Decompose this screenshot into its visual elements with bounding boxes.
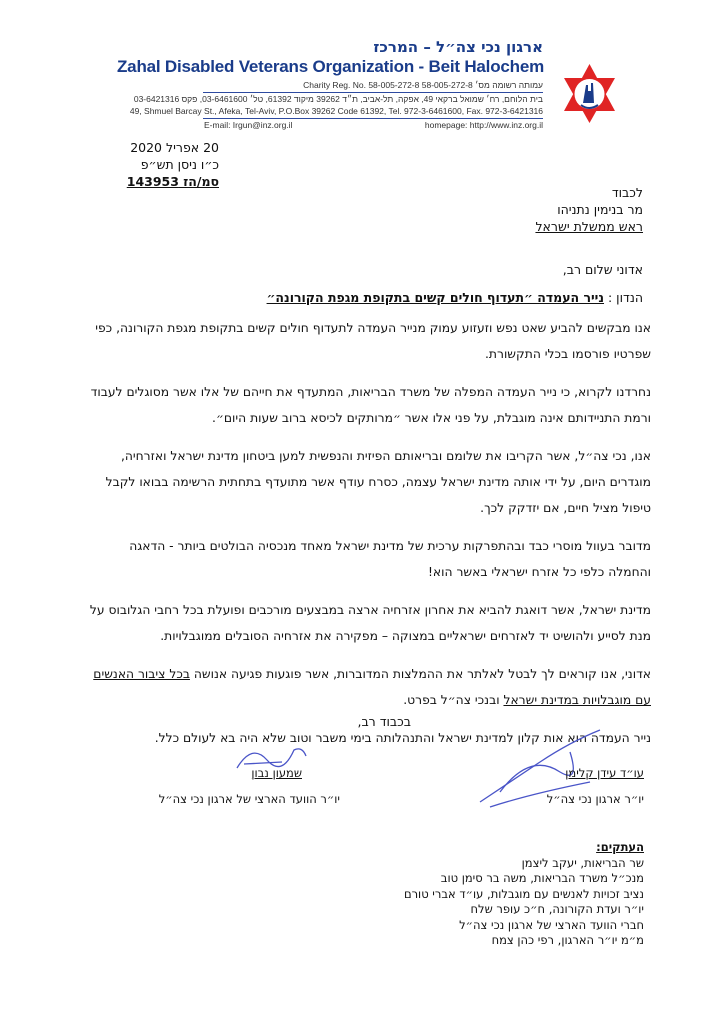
email: E-mail: Irgun@inz.org.il <box>204 120 293 130</box>
signatory-role: יו״ר הוועד הארצי של ארגון נכי צה״ל <box>158 792 340 806</box>
divider <box>203 118 543 119</box>
paragraph <box>84 661 651 713</box>
date-block <box>84 139 219 190</box>
closing: בכבוד רב, <box>357 714 411 729</box>
recipient-to: לכבוד <box>611 185 643 200</box>
signatory-name: שמעון נבון <box>251 766 302 780</box>
address-hebrew: בית הלוחם, רח׳ שמואל ברקאי 49, אפקה, תל-אביב, ת״ד 39262 מיקוד 61392, טל׳ 03-6461600, פקס 03-6421316 <box>133 94 543 104</box>
paragraph-underlined: בכל ציבור האנשים עם מוגבלויות במדינת ישראל <box>93 667 651 707</box>
cc-item: יו״ר ועדת הקורונה, ח״כ עופר שלח <box>470 902 644 916</box>
divider <box>203 92 543 93</box>
cc-item: מ״מ יו״ר הארגון, רפי כהן צמח <box>491 933 644 947</box>
cc-item: מנכ״ל משרד הבריאות, משה בר סימן טוב <box>440 871 644 885</box>
signatory-name: עו״ד עידן קלימן <box>565 766 644 780</box>
idf-disabled-veterans-logo <box>557 61 622 126</box>
letter-body <box>84 315 651 751</box>
salutation: אדוני שלום רב, <box>562 262 643 277</box>
org-name-english: Zahal Disabled Veterans Organization - Beit Halochem <box>117 57 544 76</box>
letterhead <box>0 0 724 135</box>
cc-block <box>344 840 644 949</box>
subject-label: הנדון : <box>608 290 643 305</box>
paragraph: נייר העמדה הוא אות קלון למדינת ישראל והתנהלותה בימי משבר וטוב שלא היה בא לעולם כלל. <box>154 731 651 745</box>
signatory-role: יו״ר ארגון נכי צה״ל <box>546 792 644 806</box>
signature-block-right <box>444 760 644 812</box>
date: 20 אפריל 2020 <box>130 140 219 155</box>
paragraph: מדובר בעוול מוסרי כבד ובהתפרקות ערכית של מדינת ישראל מאחד מנכסיה הבולטים ביותר - הדאגה והחמלה כלפי כל אזרח ישראלי באשר הוא! <box>129 539 651 579</box>
cc-item: נציב זכויות לאנשים עם מוגבלות, עו״ד אברי טורם <box>403 886 644 901</box>
paragraph-text: ובנכי צה״ל בפרט. <box>403 693 504 707</box>
signature-block-left <box>140 760 340 812</box>
homepage: homepage: http://www.inz.org.il <box>424 120 543 130</box>
paragraph: אנו מבקשים להביע שאט נפש וזעזוע עמוק מנייר העמדה לתעדוף חולים קשים בתקופת מגפת הקורונה, כפי שפרטיו פורסמו בכלי התקשורת. <box>95 321 651 361</box>
reference-number: סמ/הז 143953 <box>126 174 219 189</box>
subject-text: נייר העמדה ״תעדוף חולים קשים בתקופת מגפת הקורונה״ <box>266 290 605 305</box>
hebrew-date: כ״ו ניסן תש״פ <box>140 157 219 172</box>
subject-line <box>83 290 643 305</box>
org-name-hebrew: ארגון נכי צה״ל – המרכז <box>373 38 543 56</box>
recipient-name: מר בנימין נתניהו <box>557 202 643 217</box>
recipient-title: ראש ממשלת ישראל <box>535 219 643 234</box>
cc-item: חברי הוועד הארצי של ארגון נכי צה״ל <box>459 917 644 932</box>
paragraph-text: אדוני, אנו קוראים לך לבטל לאלתר את ההמלצות המדוברות, אשר פוגעות פגיעה אנושה <box>189 667 651 681</box>
paragraph: נחרדנו לקרוא, כי נייר העמדה המפלה של משרד הבריאות, המתעדף את חייהם של אלו אשר מסוגלים לעבוד ורמת התניידותם אינה מוגבלת, על פני אלו אשר ״מרותקים לכיסא ברוב שעות היום״. <box>90 385 651 425</box>
paragraph: מדינת ישראל, אשר דואגת להביא את אחרון אזרחיה ארצה במבצעים מורכבים ופועלת בכל רחבי הגלובוס על מנת לסייע ולהושיט יד לאזרחים ישראליים במצוקה – מפקירה את אזרחיה הסובלים ממוגבלויות. <box>89 603 651 643</box>
cc-label: העתקים: <box>596 840 644 854</box>
paragraph: אנו, נכי צה״ל, אשר הקריבו את שלומם ובריאותם הפיזית והנפשית למען ביטחון מדינת ישראל ואזרחיה, מוגדרים היום, על ידי אותה מדינת ישראל עצמה, כסרח עודף אשר מתועדף בתחתית הרשימה בבואו לקבל טיפול מציל חיים, אם יזדקק לכך. <box>105 449 651 515</box>
cc-item: שר הבריאות, יעקב ליצמן <box>521 855 644 870</box>
recipient-block <box>343 184 643 235</box>
charity-reg: Charity Reg. No. 58-005-272-8 עמותה רשומה מס׳ 58-005-272-8 <box>303 80 543 90</box>
address-english: 49, Shmuel Barcay St., Afeka, Tel-Aviv, P.O.Box 39262 Code 61392, Tel. 972-3-6461600, Fax. 972-3-6421316 <box>129 106 543 116</box>
